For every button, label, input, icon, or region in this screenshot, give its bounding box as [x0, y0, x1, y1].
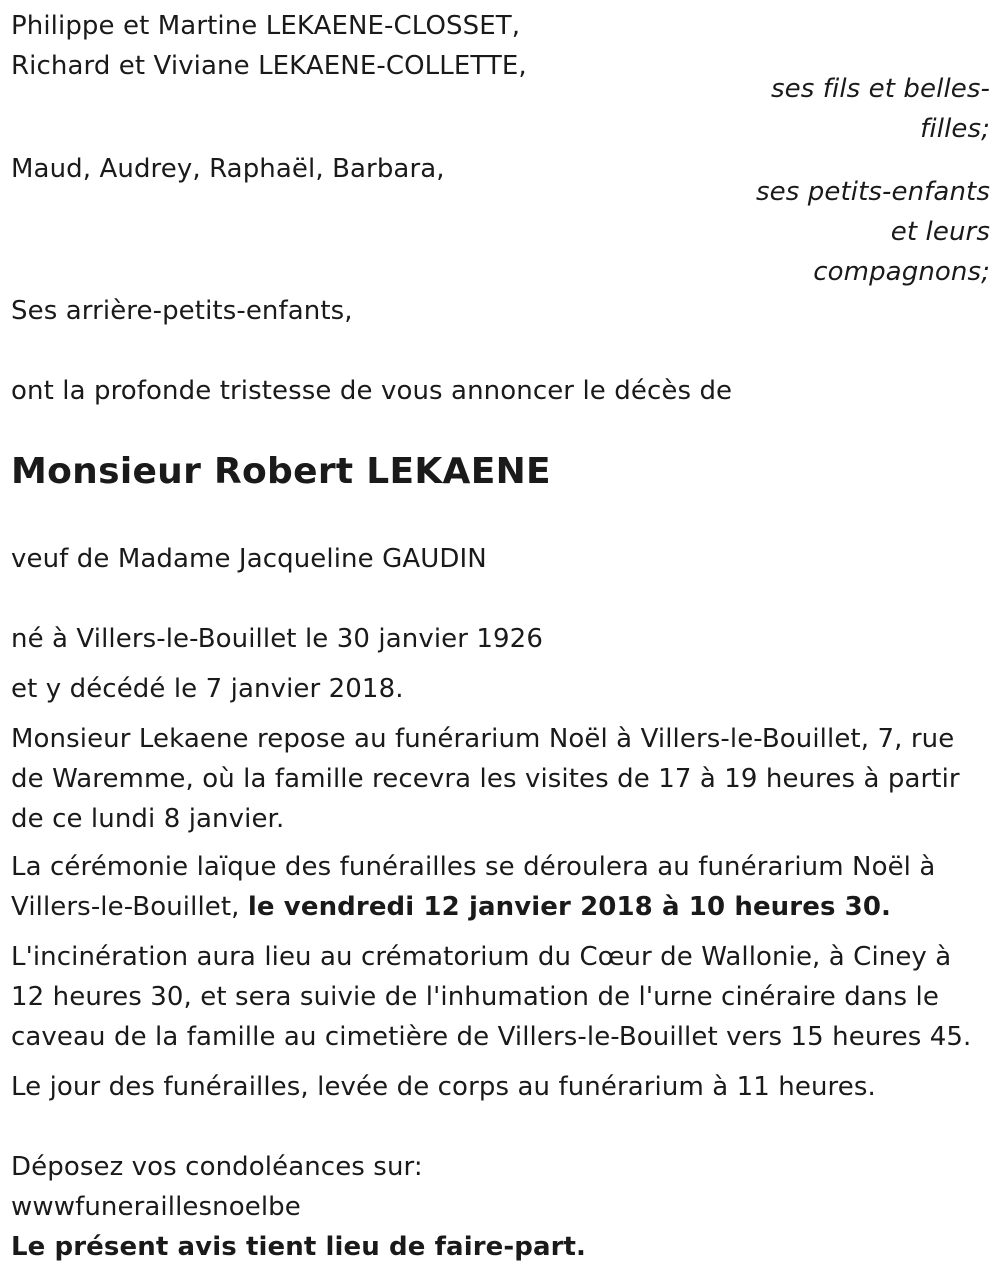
condolences-website[interactable]: wwwfuneraillesnoelbe — [11, 1192, 301, 1222]
ceremony-text: La cérémonie laïque des funérailles se déroulera au funérarium Noël à Villers-le-Bouillet, — [11, 852, 936, 922]
announcement-line: ont la profonde tristesse de vous annoncer le décès de — [11, 376, 733, 406]
departure-line: Le jour des funérailles, levée de corps au funérarium à 11 heures. — [11, 1072, 876, 1102]
grandchildren-role-line-2: et leurs — [890, 217, 990, 247]
cremation-paragraph: L'incinération aura lieu au crématorium du Cœur de Wallonie, à Ciney à 12 heures 30, et sera suivie de l'inhumation de l'urne cinéraire dans le caveau de la famille au cimetière de Villers-le-Bouillet vers 15 heures 45. — [11, 942, 972, 1052]
widower-line: veuf de Madame Jacqueline GAUDIN — [11, 544, 487, 574]
sons-role-line-1: ses fils et belles- — [771, 74, 990, 104]
grandchildren-role-line-1: ses petits-enfants — [756, 177, 990, 207]
great-grandchildren-line: Ses arrière-petits-enfants, — [11, 296, 353, 326]
grandchildren-role-line-3: compagnons; — [813, 257, 990, 287]
sons-line-2: Richard et Viviane LEKAENE-COLLETTE, — [11, 51, 527, 81]
ceremony-date: le vendredi 12 janvier 2018 à 10 heures 30. — [247, 892, 892, 922]
sons-line-1: Philippe et Martine LEKAENE-CLOSSET, — [11, 11, 521, 41]
condolences-label: Déposez vos condoléances sur: — [11, 1152, 423, 1182]
rest-paragraph: Monsieur Lekaene repose au funérarium Noël à Villers-le-Bouillet, 7, rue de Waremme, où la famille recevra les visites de 17 à 19 heures à partir de ce lundi 8 janvier. — [11, 724, 960, 834]
deceased-name: Monsieur Robert LEKAENE — [11, 451, 551, 492]
grandchildren-line: Maud, Audrey, Raphaël, Barbara, — [11, 154, 445, 184]
notice-line: Le présent avis tient lieu de faire-part. — [11, 1232, 587, 1262]
death-line: et y décédé le 7 janvier 2018. — [11, 674, 404, 704]
sons-role-line-2: filles; — [920, 114, 990, 144]
birth-line: né à Villers-le-Bouillet le 30 janvier 1926 — [11, 624, 543, 654]
ceremony-paragraph — [11, 847, 986, 927]
